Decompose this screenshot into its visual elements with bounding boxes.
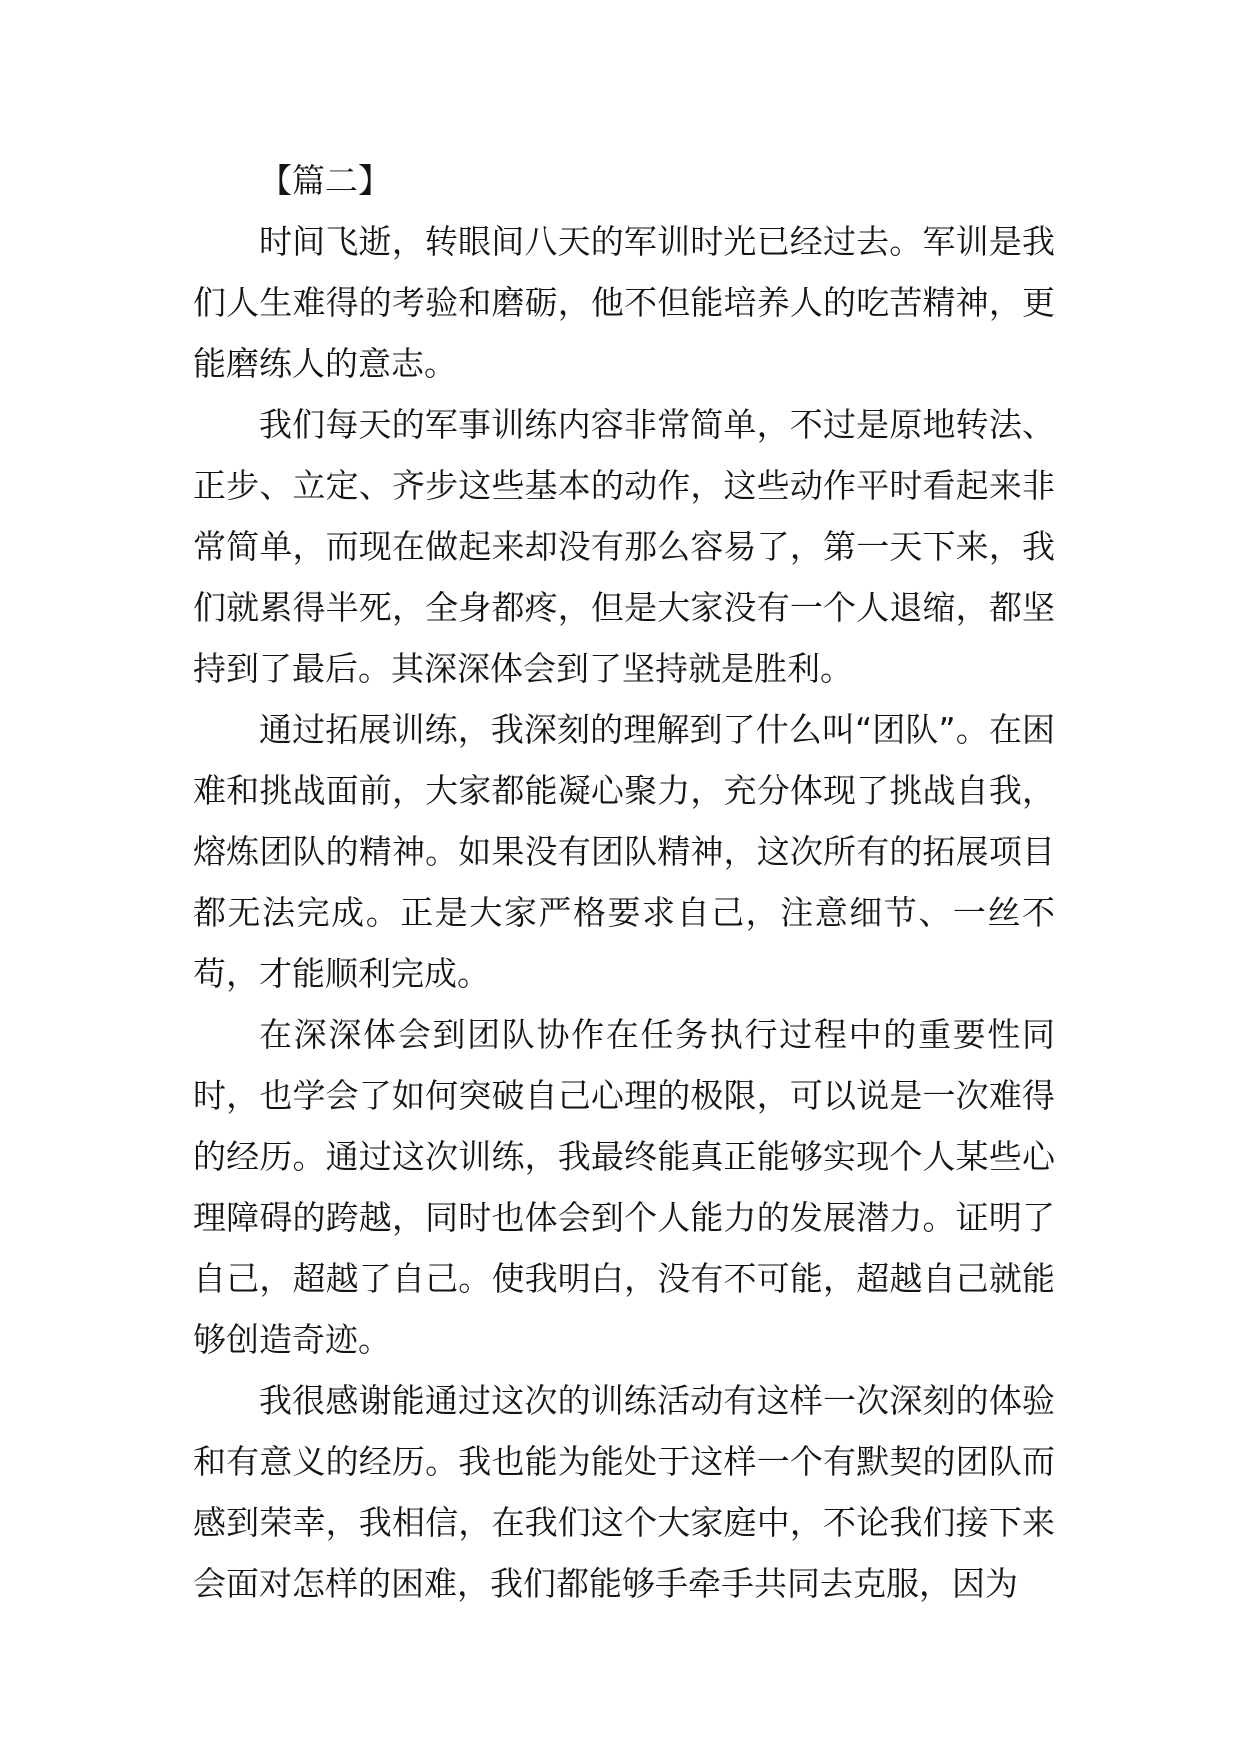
- paragraph-1: 时间飞逝，转眼间八天的军训时光已经过去。军训是我们人生难得的考验和磨砺，他不但能培养人的吃苦精神，更能磨练人的意志。: [193, 222, 1055, 383]
- section-heading: 【篇二】: [259, 161, 391, 200]
- document-body: [193, 150, 1055, 1614]
- paragraph-5: 我很感谢能通过这次的训练活动有这样一次深刻的体验和有意义的经历。我也能为能处于这样一个有默契的团队而感到荣幸，我相信，在我们这个大家庭中，不论我们接下来会面对怎样的困难，我们都能够手牵手共同去克服，因为: [193, 1381, 1055, 1603]
- paragraph-2: 我们每天的军事训练内容非常简单，不过是原地转法、正步、立定、齐步这些基本的动作，这些动作平时看起来非常简单，而现在做起来却没有那么容易了，第一天下来，我们就累得半死，全身都疼，但是大家没有一个人退缩，都坚持到了最后。其深深体会到了坚持就是胜利。: [193, 405, 1055, 688]
- paragraph-3: 通过拓展训练，我深刻的理解到了什么叫“团队”。在困难和挑战面前，大家都能凝心聚力，充分体现了挑战自我，熔炼团队的精神。如果没有团队精神，这次所有的拓展项目都无法完成。正是大家严格要求自己，注意细节、一丝不苟，才能顺利完成。: [193, 710, 1055, 993]
- paragraph-4: 在深深体会到团队协作在任务执行过程中的重要性同时，也学会了如何突破自己心理的极限，可以说是一次难得的经历。通过这次训练，我最终能真正能够实现个人某些心理障碍的跨越，同时也体会到个人能力的发展潜力。证明了自己，超越了自己。使我明白，没有不可能，超越自己就能够创造奇迹。: [193, 1015, 1055, 1359]
